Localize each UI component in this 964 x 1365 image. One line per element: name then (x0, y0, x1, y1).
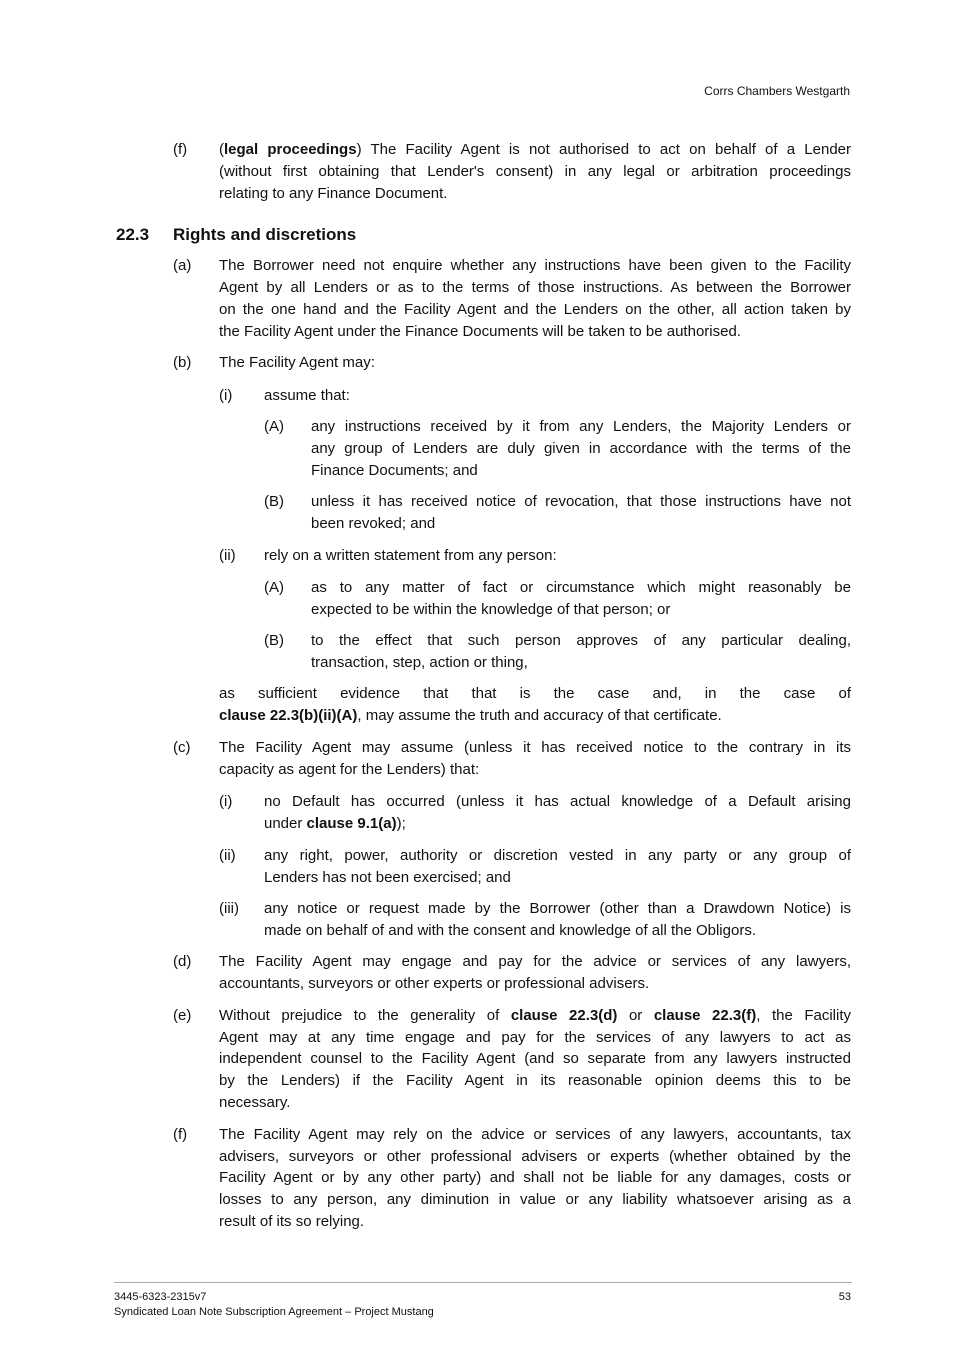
paragraph-line (264, 900, 851, 918)
text-run: Facility Agent or by any other party) and shall not be liable for any damages, costs or (219, 1169, 851, 1187)
text-run: independent counsel to the Facility Agent (and so separate from any lawyers instructed (219, 1050, 851, 1068)
paragraph-line (219, 323, 741, 341)
text-run: as sufficient evidence that that is the case and, in the case of (219, 685, 851, 702)
paragraph-line (219, 1169, 851, 1187)
text-run: losses to any person, any diminution in value or any liability whatsoever arising as a (219, 1191, 851, 1209)
paragraph-line (264, 869, 511, 887)
text-run: made on behalf of and with the consent and knowledge of all the Obligors. (264, 922, 756, 939)
paragraph-line (219, 685, 851, 703)
paragraph-line (311, 462, 478, 480)
paragraph-line (311, 579, 851, 597)
text-run: to the effect that such person approves of any particular dealing, (311, 632, 851, 649)
paragraph-label: (a) (173, 257, 192, 274)
text-run: The Facility Agent may: (219, 354, 375, 371)
section-number: 22.3 (116, 225, 150, 244)
text-run: Agent by all Lenders or as to the terms of those instructions. As between the Borrower (219, 279, 851, 296)
paragraph-label: (b) (173, 354, 192, 371)
text-run: any notice or request made by the Borrower (other than a Drawdown Notice) is (264, 900, 851, 917)
clause-reference: legal proceedings (224, 141, 357, 158)
text-run: Without prejudice to the generality of (219, 1007, 511, 1024)
text-run: as to any matter of fact or circumstance which might reasonably be (311, 579, 851, 596)
text-run: Finance Documents; and (311, 462, 478, 479)
paragraph-line (219, 141, 851, 159)
paragraph-line (219, 257, 851, 275)
text-run: ); (396, 815, 406, 832)
paragraph-line (219, 1050, 851, 1068)
text-run: or (617, 1007, 654, 1024)
paragraph-label: (i) (219, 387, 233, 404)
paragraph-line (311, 601, 670, 619)
paragraph-label: (A) (264, 579, 284, 596)
text-run: rely on a written statement from any person: (264, 547, 557, 564)
paragraph-label: (iii) (219, 900, 239, 917)
page-number: 53 (838, 1291, 851, 1303)
footer-title: Syndicated Loan Note Subscription Agreement – Project Mustang (114, 1306, 434, 1318)
paragraph-line (219, 975, 649, 993)
section-title: Rights and discretions (173, 225, 357, 244)
text-run: been revoked; and (311, 515, 436, 532)
text-run: by the Lenders) if the Facility Agent in its reasonable opinion deems this to be (219, 1072, 851, 1090)
paragraph-line (219, 953, 851, 971)
paragraph-line (219, 761, 479, 779)
paragraph-line (311, 418, 851, 436)
paragraph-line (264, 847, 851, 865)
paragraph-label: (i) (219, 793, 233, 810)
clause-reference: clause 22.3(b)(ii)(A) (219, 707, 358, 724)
text-run: under (264, 815, 307, 832)
text-run: any instructions received by it from any Lenders, the Majority Lenders or (311, 418, 851, 435)
paragraph-line (311, 515, 435, 533)
paragraph-line (264, 547, 557, 565)
text-run: ) The Facility Agent is not authorised to act on behalf of a Lender (356, 141, 851, 158)
text-run: , the Facility (756, 1007, 851, 1024)
paragraph-label: (f) (173, 1126, 188, 1143)
paragraph-line (264, 815, 406, 833)
paragraph-line (219, 1191, 851, 1209)
paragraph-line (219, 1148, 851, 1166)
paragraph-line (219, 1094, 290, 1112)
paragraph-line (264, 387, 350, 405)
footer-doc-id: 3445-6323-2315v7 (114, 1291, 207, 1303)
clause-reference: clause 9.1(a) (306, 815, 397, 832)
text-run: The Facility Agent may assume (unless it has received notice to the contrary in its (219, 739, 851, 756)
paragraph-label: (d) (173, 953, 192, 970)
paragraph-line (219, 163, 851, 181)
text-run: any right, power, authority or discretion vested in any party or any group of (264, 847, 851, 864)
text-run: Agent may at any time engage and pay for the services of any lawyers to act as (219, 1028, 851, 1046)
text-run: accountants, surveyors or other experts or professional advisers. (219, 975, 650, 992)
text-run: ( (219, 141, 224, 158)
paragraph-label: (c) (173, 739, 191, 756)
paragraph-line (219, 185, 447, 203)
paragraph-line (219, 1072, 851, 1090)
text-run: The Facility Agent may rely on the advice or services of any lawyers, accountants, tax (219, 1126, 851, 1143)
paragraph-line (219, 1007, 851, 1025)
paragraph-line (311, 654, 528, 672)
paragraph-line (219, 707, 722, 725)
paragraph-line (219, 1213, 364, 1231)
text-run: relating to any Finance Document. (219, 185, 448, 202)
paragraph-line (219, 279, 851, 297)
clause-reference: clause 22.3(d) (510, 1007, 618, 1024)
text-run: expected to be within the knowledge of that person; or (311, 601, 671, 618)
paragraph-line (219, 354, 375, 372)
text-run: unless it has received notice of revocation, that those instructions have not (311, 493, 851, 510)
paragraph-line (311, 493, 851, 511)
paragraph-label: (B) (264, 632, 284, 649)
text-run: the Facility Agent under the Finance Documents will be taken to be authorised. (219, 323, 741, 340)
paragraph-label: (e) (173, 1007, 192, 1024)
text-run: assume that: (264, 387, 350, 404)
footer-divider (114, 1282, 852, 1283)
paragraph-line (311, 632, 851, 650)
paragraph-label: (A) (264, 418, 284, 435)
paragraph-line (219, 1126, 851, 1144)
text-run: The Facility Agent may engage and pay for the advice or services of any lawyers, (219, 953, 851, 970)
paragraph-label: (B) (264, 493, 284, 510)
text-run: necessary. (219, 1093, 291, 1111)
paragraph-line (311, 440, 851, 458)
paragraph-line (219, 739, 851, 757)
paragraph-label: (ii) (219, 547, 236, 564)
paragraph-line (264, 793, 851, 811)
paragraph-line (219, 1029, 851, 1047)
text-run: transaction, step, action or thing, (311, 654, 528, 671)
clause-reference: clause 22.3(f) (653, 1007, 757, 1024)
text-run: on the one hand and the Facility Agent and the Lenders on the other, all action taken by (219, 301, 851, 318)
text-run: advisers, surveyors or other professional advisers or experts (whether obtained by the (219, 1147, 851, 1165)
text-run: Lenders has not been exercised; and (264, 869, 511, 886)
text-run: (without first obtaining that Lender's consent) in any legal or arbitration proceedings (219, 163, 851, 180)
paragraph-line (219, 301, 851, 319)
paragraph-label: (ii) (219, 847, 236, 864)
text-run: result of its so relying. (219, 1212, 365, 1230)
text-run: capacity as agent for the Lenders) that: (219, 761, 480, 778)
text-run: , may assume the truth and accuracy of that certificate. (357, 707, 722, 724)
paragraph-line (264, 922, 756, 940)
text-run: The Borrower need not enquire whether any instructions have been given to the Facility (219, 257, 851, 274)
text-run: any group of Lenders are duly given in accordance with the terms of the (311, 440, 851, 457)
text-run: no Default has occurred (unless it has actual knowledge of a Default arising (264, 793, 851, 810)
running-header: Corrs Chambers Westgarth (704, 84, 850, 98)
paragraph-label: (f) (173, 141, 188, 158)
